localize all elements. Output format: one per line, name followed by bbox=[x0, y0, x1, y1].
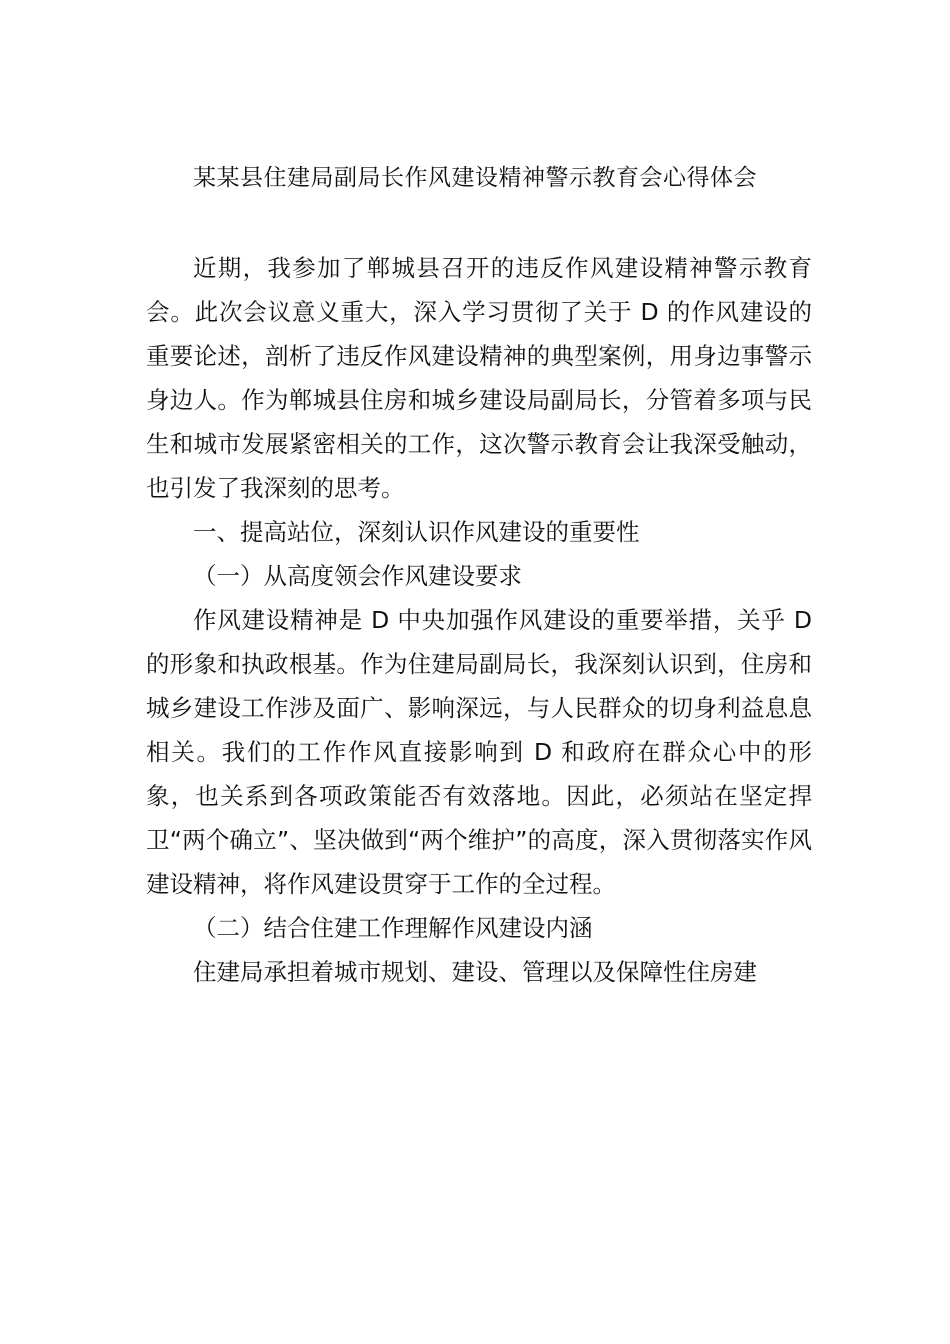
subsection-heading-2: （二）结合住建工作理解作风建设内涵 bbox=[193, 914, 593, 942]
paragraph-intro: 近期，我参加了郸城县召开的违反作风建设精神警示教育会。此次会议意义重大，深入学习贯彻了关于 D 的作风建设的重要论述，剖析了违反作风建设精神的典型案例，用身边事警示身边人。作为郸城县住房和城乡建设局副局长，分管着多项与民生和城市发展紧密相关的工作，这次警示教育会让我深受触动，也引发了我深刻的思考。 bbox=[146, 254, 812, 502]
paragraph-section-1-2: 住建局承担着城市规划、建设、管理以及保障性住房建 bbox=[193, 958, 757, 986]
document-title: 某某县住建局副局长作风建设精神警示教育会心得体会 bbox=[193, 165, 757, 191]
subsection-heading-1: （一）从高度领会作风建设要求 bbox=[193, 562, 522, 590]
paragraph-section-1-1: 作风建设精神是 D 中央加强作风建设的重要举措，关乎 D 的形象和执政根基。作为住建局副局长，我深刻认识到，住房和城乡建设工作涉及面广、影响深远，与人民群众的切身利益息息相关。我们的工作作风直接影响到 D 和政府在群众心中的形象，也关系到各项政策能否有效落地。因此，必须站在坚定捍卫“两个确立”、坚决做到“两个维护”的高度，深入贯彻落实作风建设精神，将作风建设贯穿于工作的全过程。 bbox=[146, 606, 812, 898]
section-heading-1: 一、提高站位，深刻认识作风建设的重要性 bbox=[193, 518, 640, 546]
document-body bbox=[146, 246, 812, 994]
